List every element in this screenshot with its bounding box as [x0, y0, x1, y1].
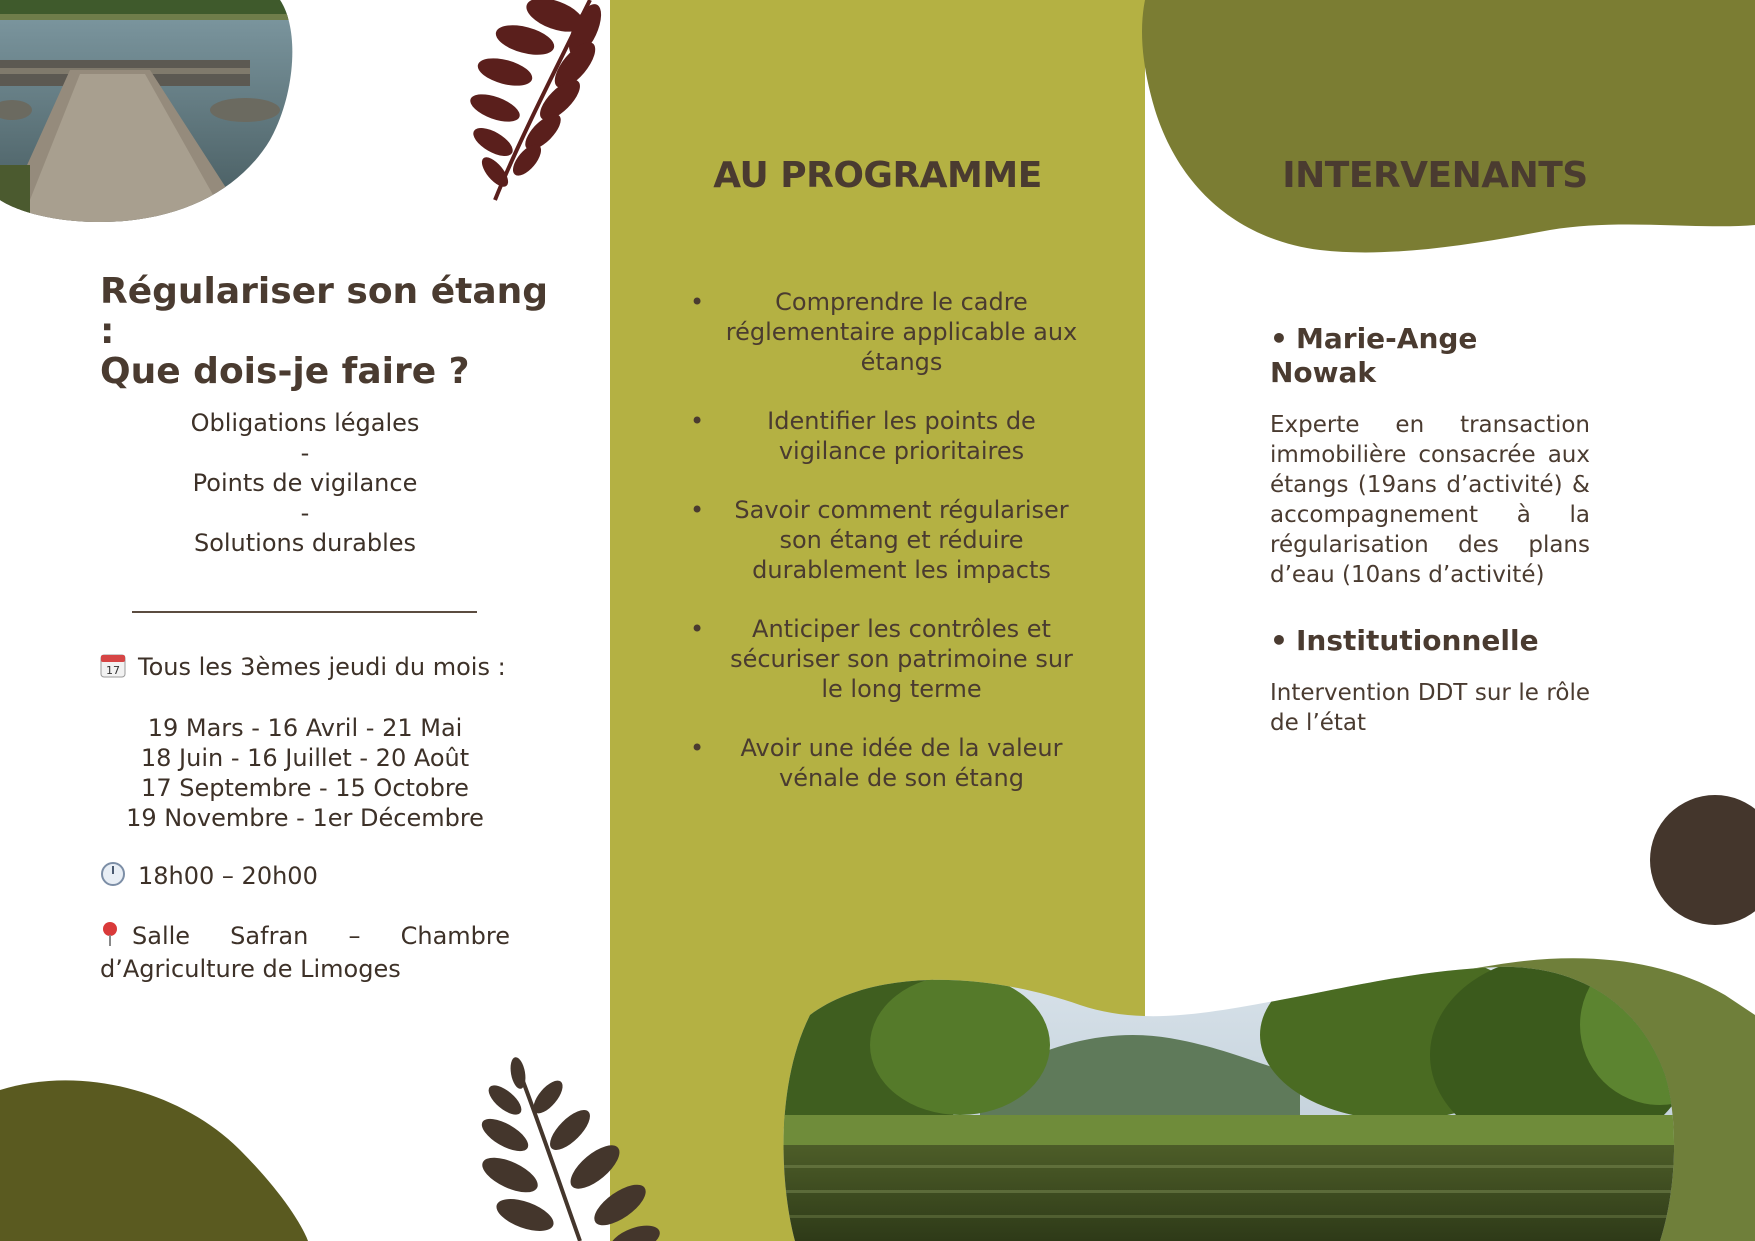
main-title-line-2: Que dois-je faire ? — [100, 351, 470, 392]
location-info — [100, 921, 510, 984]
speaker-card — [1270, 624, 1590, 738]
date-line: 19 Mars - 16 Avril - 21 Mai — [147, 714, 463, 742]
pin-icon — [100, 921, 120, 954]
river-landscape-photo — [780, 965, 1715, 1241]
time-text: 18h00 – 20h00 — [138, 862, 318, 890]
divider-line — [132, 611, 477, 613]
speaker-name-text: Marie-Ange Nowak — [1270, 322, 1478, 389]
olive-blob-bottom-left — [0, 1080, 320, 1241]
schedule-intro — [100, 652, 510, 685]
time-info — [100, 861, 510, 894]
date-line: 17 Septembre - 15 Octobre — [141, 774, 469, 802]
main-title — [100, 272, 550, 392]
speaker-description: Intervention DDT sur le rôle de l’état — [1270, 680, 1590, 736]
svg-text:17: 17 — [106, 664, 120, 677]
speaker-name-text: Institutionnelle — [1296, 624, 1539, 657]
pier-lake-photo — [0, 0, 300, 225]
topic-separator: - — [300, 439, 310, 467]
schedule-intro-text: Tous les 3èmes jeudi du mois : — [138, 653, 506, 681]
date-line: 19 Novembre - 1er Décembre — [126, 804, 484, 832]
speakers-title: INTERVENANTS — [1282, 155, 1588, 196]
leaf-decoration-bottom — [470, 1055, 660, 1241]
brown-circle-decoration — [1650, 795, 1755, 925]
olive-blob-top-right — [1140, 0, 1755, 260]
dates-list — [100, 713, 510, 833]
program-item: • Avoir une idée de la valeur vénale de son étang — [690, 733, 1085, 793]
program-item: • Anticiper les contrôles et sécuriser son patrimoine sur le long terme — [690, 614, 1085, 704]
program-item: • Savoir comment régulariser son étang et réduire durablement les impacts — [690, 495, 1085, 585]
topic-separator: - — [300, 499, 310, 527]
calendar-icon — [100, 652, 126, 685]
speaker-name: • Marie-Ange Nowak — [1270, 322, 1478, 389]
clock-icon — [100, 861, 126, 894]
speaker-name: • Institutionnelle — [1270, 624, 1539, 657]
location-text: Salle Safran – Chambre d’Agriculture de Limoges — [100, 922, 510, 983]
topic-item: Solutions durables — [193, 529, 417, 557]
speaker-card — [1270, 322, 1590, 590]
date-line: 18 Juin - 16 Juillet - 20 Août — [140, 744, 470, 772]
topics-list — [100, 408, 510, 558]
program-item: • Identifier les points de vigilance prioritaires — [690, 406, 1085, 466]
topic-item: Points de vigilance — [192, 469, 418, 497]
program-title: AU PROGRAMME — [713, 155, 1042, 196]
program-item: • Comprendre le cadre réglementaire applicable aux étangs — [690, 287, 1085, 377]
program-list — [690, 287, 1085, 822]
main-title-line-1: Régulariser son étang : — [100, 271, 549, 352]
topic-item: Obligations légales — [190, 409, 420, 437]
leaf-decoration-top — [455, 0, 610, 205]
speaker-description: Experte en transaction immobilière consacrée aux étangs (19ans d’activité) & accompagnement à la régularisation des plans d’eau (10ans d’activité) — [1270, 412, 1590, 588]
